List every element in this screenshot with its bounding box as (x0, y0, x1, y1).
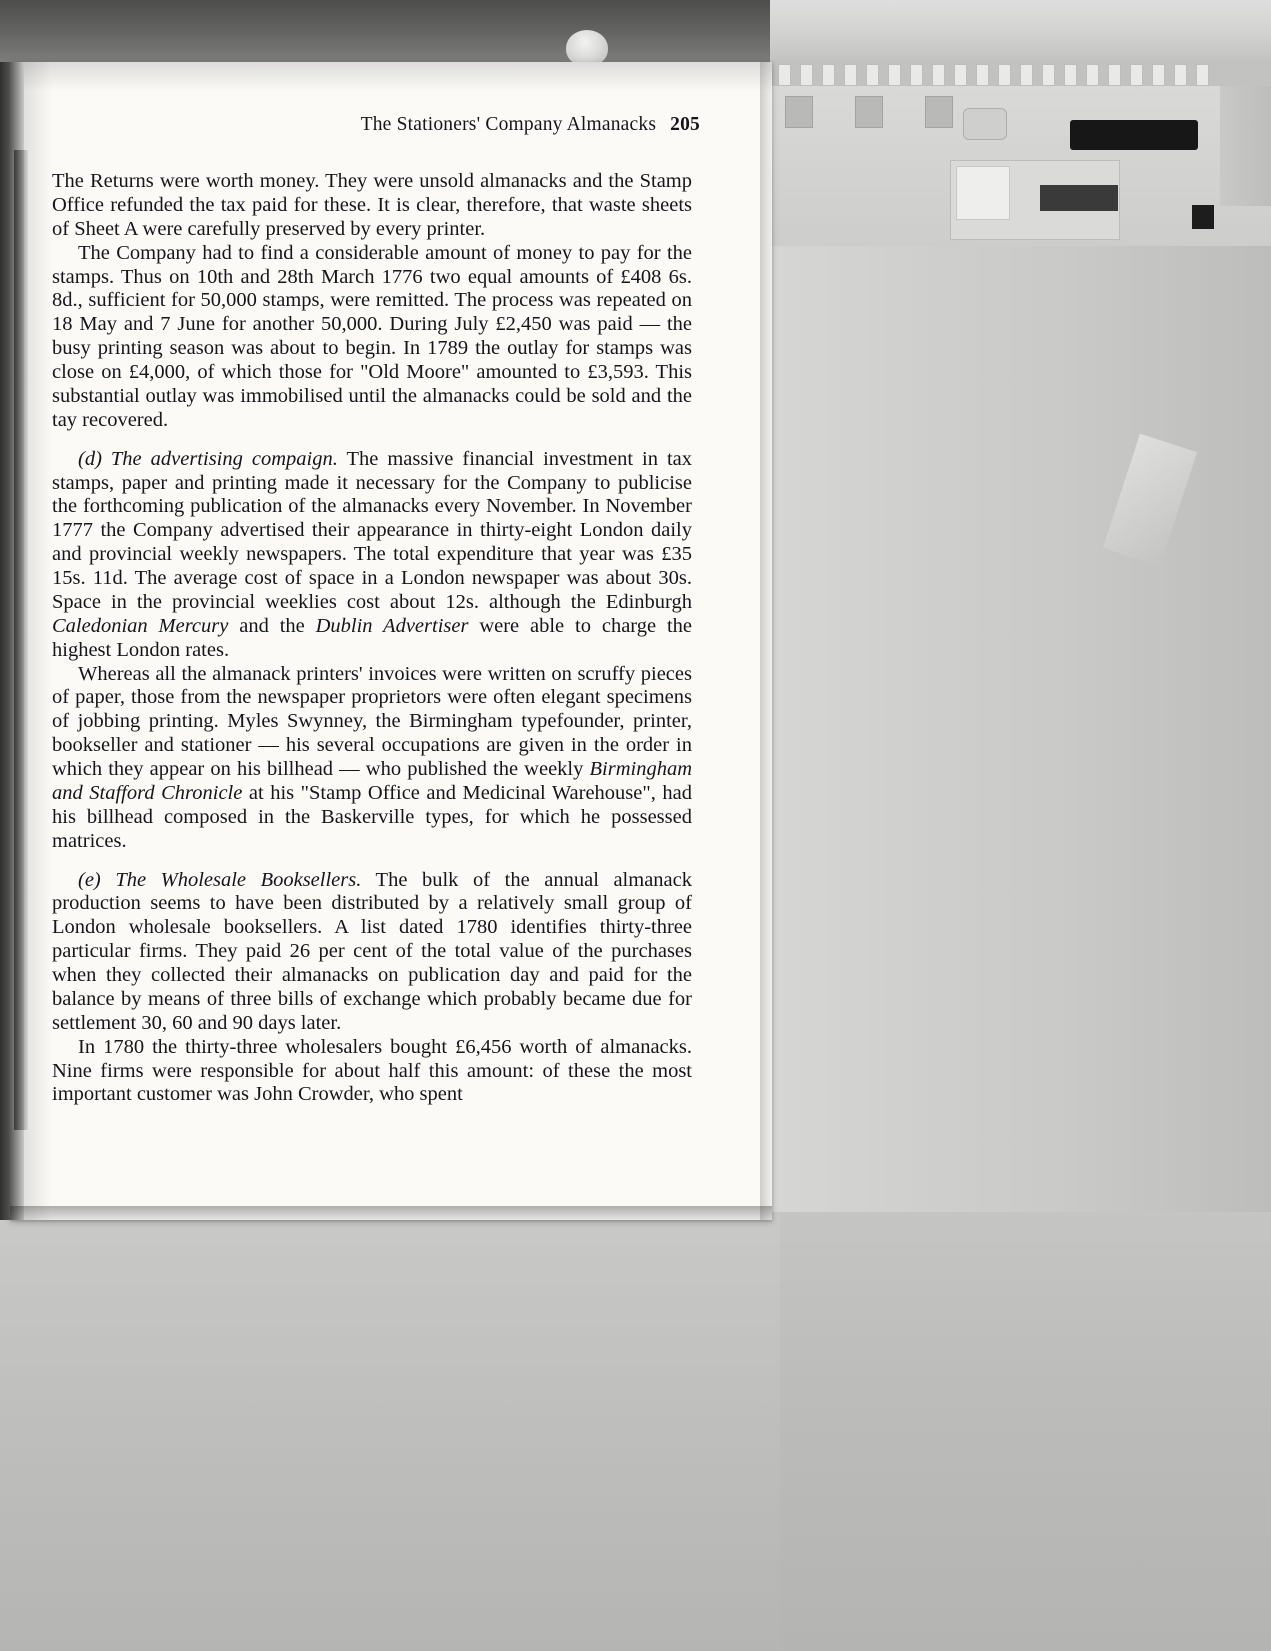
document-clip (855, 96, 883, 128)
paragraph-3-lead: (d) The advertising compaign. (78, 447, 338, 470)
thumb-artifact (566, 30, 608, 66)
paragraph-1: The Returns were worth money. They were unsold almanacks and the Stamp Office refunded the tax paid for these. It is clear, therefore, that waste sheets of Sheet A were carefully preserved by every printer. (52, 170, 692, 240)
scanner-hinge (1220, 86, 1271, 206)
vent-slot (1174, 64, 1187, 86)
vent-slot (844, 64, 857, 86)
vent-slot (954, 64, 967, 86)
scanner-roller-bar (1070, 120, 1198, 150)
paragraph-4: Whereas all the almanack printers' invoices were written on scruffy pieces of paper, those from the newspaper proprietors were often elegant specimens of jobbing printing. Myles Swynney, the Birmingham typefounder, printer, bookseller and stationer — his several occupations are given in the order in which they appear on his billhead — who published the weekly Birmingham and Stafford Chronicle at his "Stamp Office and Medicinal Warehouse", had his billhead composed in the Baskerville types, for which he possessed matrices. (52, 662, 692, 852)
paragraph-3 (52, 448, 692, 663)
vent-slot (778, 64, 791, 86)
document-clip (785, 96, 813, 128)
scanner-knob (963, 108, 1007, 140)
vent-slot (932, 64, 945, 86)
vent-slot (976, 64, 989, 86)
vent-slot (866, 64, 879, 86)
document-clip (925, 96, 953, 128)
vent-slot (1064, 64, 1077, 86)
vent-slot (910, 64, 923, 86)
running-head (10, 114, 700, 136)
scan-shadow-band (0, 0, 770, 62)
scanner-lid-strip (770, 0, 1271, 61)
scanner-bed-bottom-left (0, 1212, 780, 1651)
page-body-text (52, 170, 692, 1107)
page-number: 205 (670, 114, 700, 135)
book-page-surface (10, 62, 772, 1220)
paragraph-2: The Company had to find a considerable amount of money to pay for the stamps. Thus on 10th and 28th March 1776 two equal amounts of £408 6s. 8d., sufficient for 50,000 stamps, were remitted. The process was repeated on 18 May and 7 June for another 50,000. During July £2,450 was paid — the busy printing season was about to begin. In 1789 the outlay for stamps was close on £4,000, of which those for "Old Moore" amounted to £3,593. This substantial outlay was immobilised until the almanacks could be sold and the tay recovered. (52, 241, 692, 431)
vent-slot (1042, 64, 1055, 86)
paragraph-3-body: The massive financial investment in tax stamps, paper and printing made it necessary for the Company to publicise the forthcoming publication of the almanacks every November. In November 1777 the Company advertised their appearance in thirty-eight London daily and provincial weekly newspapers. The total expenditure that year was £35 15s. 11d. The average cost of space in a London newspaper was about 30s. Space in the provincial weeklies cost about 12s. although the Edinburgh Caledonian Mercury and the Dublin Advertiser were able to charge the highest London rates. (52, 447, 693, 661)
running-head-title: The Stationers' Company Almanacks (360, 114, 657, 135)
book-page (10, 62, 772, 1220)
scanner-sensor-inner (956, 166, 1010, 220)
vent-slot (1020, 64, 1033, 86)
vent-slot (1130, 64, 1143, 86)
vent-slot (1152, 64, 1165, 86)
page-bottom-edge-shadow (10, 1206, 772, 1222)
vent-slot (822, 64, 835, 86)
paragraph-5 (52, 869, 692, 1036)
vent-slot (1086, 64, 1099, 86)
paragraph-5-body: The bulk of the annual almanack production seems to have been distributed by a relatively small group of London wholesale booksellers. A list dated 1780 identifies thirty-three particular firms. They paid 26 per cent of the total value of the purchases when they collected their almanacks on publication day and paid for the balance by means of three bills of exchange which probably became due for settlement 30, 60 and 90 days later. (52, 868, 692, 1034)
vent-slot (1196, 64, 1209, 86)
book-gutter-shadow-inner (14, 150, 28, 1130)
vent-slot (1108, 64, 1121, 86)
scanner-roller-end (1192, 205, 1214, 229)
scanner-vent-row (778, 64, 1271, 84)
paragraph-5-lead: (e) The Wholesale Booksellers. (78, 868, 362, 891)
vent-slot (888, 64, 901, 86)
paragraph-6: In 1780 the thirty-three wholesalers bought £6,456 worth of almanacks. Nine firms were responsible for about half this amount: of these the most important customer was John Crowder, who spent (52, 1035, 692, 1106)
page-right-edge-shadow (760, 62, 774, 1220)
vent-slot (800, 64, 813, 86)
scanner-calibration-pad (1040, 185, 1118, 211)
vent-slot (998, 64, 1011, 86)
